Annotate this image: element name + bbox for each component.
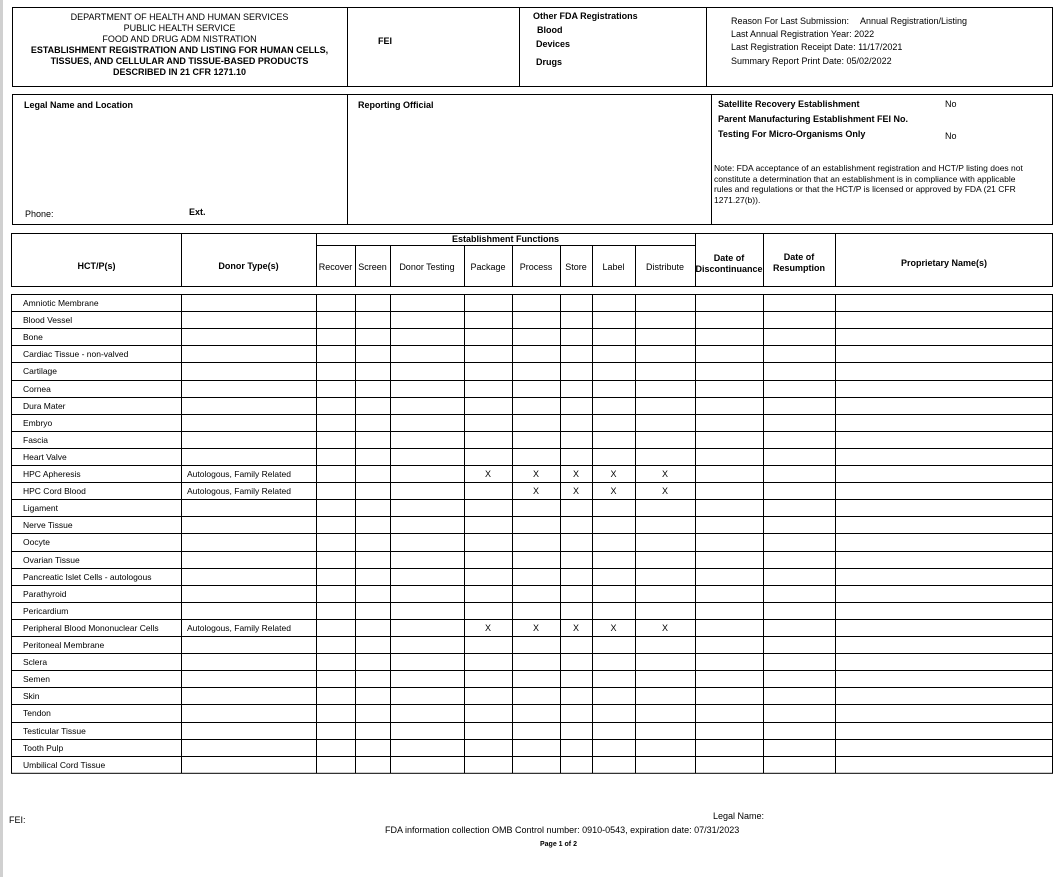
hctp-cell: Semen [23,674,50,685]
store-column-header: Store [565,262,587,272]
discontinuance-header-line-2: Discontinuance [695,264,763,274]
process-mark: X [532,486,539,497]
hctp-cell: Amniotic Membrane [23,298,99,308]
hctp-cell: Nerve Tissue [23,520,73,531]
label-mark: X [610,622,617,633]
resumption-header-line-2: Resumption [772,263,825,273]
package-mark: X [484,622,491,633]
label-mark: X [610,469,617,479]
hctp-column-header: HCT/P(s) [77,261,116,271]
distribute-mark: X [661,486,668,497]
footer-fei-label: FEI: [9,815,26,825]
discontinuance-header-line-1: Date of [713,253,745,263]
agency-line-2: PUBLIC HEALTH SERVICE [123,23,236,33]
hctp-cell: Testicular Tissue [23,725,86,736]
page-number: Page 1 of 2 [540,841,577,848]
distribute-mark: X [661,622,668,633]
omb-control-text: FDA information collection OMB Control number: 0910-0543, expiration date: 07/31/2023 [385,825,740,835]
note-line-2: constitute a determination that an establishment is in compliance with applicable [714,173,1016,184]
note-line-1: Note: FDA acceptance of an establishment registration and HCT/P listing does not [714,163,1023,173]
hctp-cell: Blood Vessel [23,315,73,326]
label-mark: X [610,486,617,497]
satellite-label: Satellite Recovery Establishment [718,99,860,109]
hctp-cell: Umbilical Cord Tissue [23,759,106,770]
hctp-cell: Cardiac Tissue - non-valved [23,349,129,360]
screen-column-header: Screen [358,262,387,272]
reason-value: Annual Registration/Listing [860,16,968,26]
agency-line-1: DEPARTMENT OF HEALTH AND HUMAN SERVICES [70,12,289,22]
hctp-cell: Oocyte [23,537,50,548]
note-line-4: 1271.27(b)). [714,194,761,205]
hctp-cell: Bone [23,332,43,343]
donor-type-column-header: Donor Type(s) [218,261,279,271]
form-title-line-2: TISSUES, AND CELLULAR AND TISSUE-BASED PRODUCTS [50,56,309,66]
store-mark: X [572,486,579,497]
hctp-cell: HPC Cord Blood [23,486,86,497]
hctp-cell: Sclera [23,657,48,668]
last-registration-year: Last Annual Registration Year: 2022 [731,29,875,39]
donor-type-cell: Autologous, Family Related [187,469,291,479]
reporting-official-label: Reporting Official [358,100,434,110]
hctp-cell: Cornea [23,383,51,394]
resumption-header-line-1: Date of [783,252,815,262]
legal-name-label: Legal Name and Location [24,100,134,110]
process-mark: X [532,469,539,479]
note-line-3: rules and regulations or that the HCT/P is licensed or approved by FDA (21 CFR [714,184,1016,194]
hctp-cell: Heart Valve [23,451,67,462]
satellite-value: No [945,99,957,109]
hctp-cell: Dura Mater [23,400,66,411]
print-date: Summary Report Print Date: 05/02/2022 [731,56,892,66]
hctp-cell: Fascia [23,434,49,445]
discontinuance-column-header [695,253,763,275]
process-mark: X [532,622,539,633]
other-registrations-blood: Blood [537,25,563,35]
proprietary-name-column-header: Proprietary Name(s) [900,258,988,268]
reason-label: Reason For Last Submission: [731,16,850,26]
hctp-cell: Parathyroid [23,588,67,599]
hctp-cell: Peritoneal Membrane [23,640,105,650]
hctp-cell: Cartilage [23,366,58,377]
other-registrations-title: Other FDA Registrations [533,11,638,21]
ext-label: Ext. [189,207,206,217]
donor-testing-column-header: Donor Testing [399,262,455,272]
establishment-functions-header: Establishment Functions [451,234,559,244]
hctp-cell: HPC Apheresis [23,469,81,479]
hctp-cell: Peripheral Blood Mononuclear Cells [23,622,159,633]
testing-label: Testing For Micro-Organisms Only [718,129,866,139]
store-mark: X [572,622,579,633]
resumption-column-header [763,252,835,274]
parent-fei-label: Parent Manufacturing Establishment FEI No. [718,114,909,124]
agency-line-3: FOOD AND DRUG ADM NISTRATION [102,34,257,44]
hctp-cell: Pericardium [23,605,69,616]
distribute-mark: X [661,469,668,479]
form-title-line-3: DESCRIBED IN 21 CFR 1271.10 [112,67,247,77]
package-mark: X [484,469,491,479]
store-mark: X [572,469,579,479]
registration-receipt-date: Last Registration Receipt Date: 11/17/2021 [731,42,903,52]
fei-label: FEI [378,36,393,46]
hctp-cell: Skin [23,691,40,702]
donor-type-cell: Autologous, Family Related [187,486,291,497]
other-registrations-devices: Devices [536,39,571,49]
phone-label: Phone: [25,209,54,219]
hctp-cell: Ovarian Tissue [23,554,80,565]
donor-type-cell: Autologous, Family Related [187,622,291,633]
hctp-cell: Tendon [23,708,51,719]
process-column-header: Process [519,262,553,272]
hctp-cell: Embryo [23,417,53,428]
hctp-cell: Ligament [23,503,58,514]
form-title-line-1: ESTABLISHMENT REGISTRATION AND LISTING FOR HUMAN CELLS, [30,45,329,55]
testing-value: No [945,131,957,141]
distribute-column-header: Distribute [645,262,684,272]
other-registrations-drugs: Drugs [536,57,563,67]
footer-legal-name-label: Legal Name: [713,811,765,821]
label-column-header: Label [602,262,625,272]
recover-column-header: Recover [318,262,353,272]
hctp-cell: Tooth Pulp [23,742,64,753]
package-column-header: Package [470,262,506,272]
hctp-cell: Pancreatic Islet Cells - autologous [23,571,152,582]
